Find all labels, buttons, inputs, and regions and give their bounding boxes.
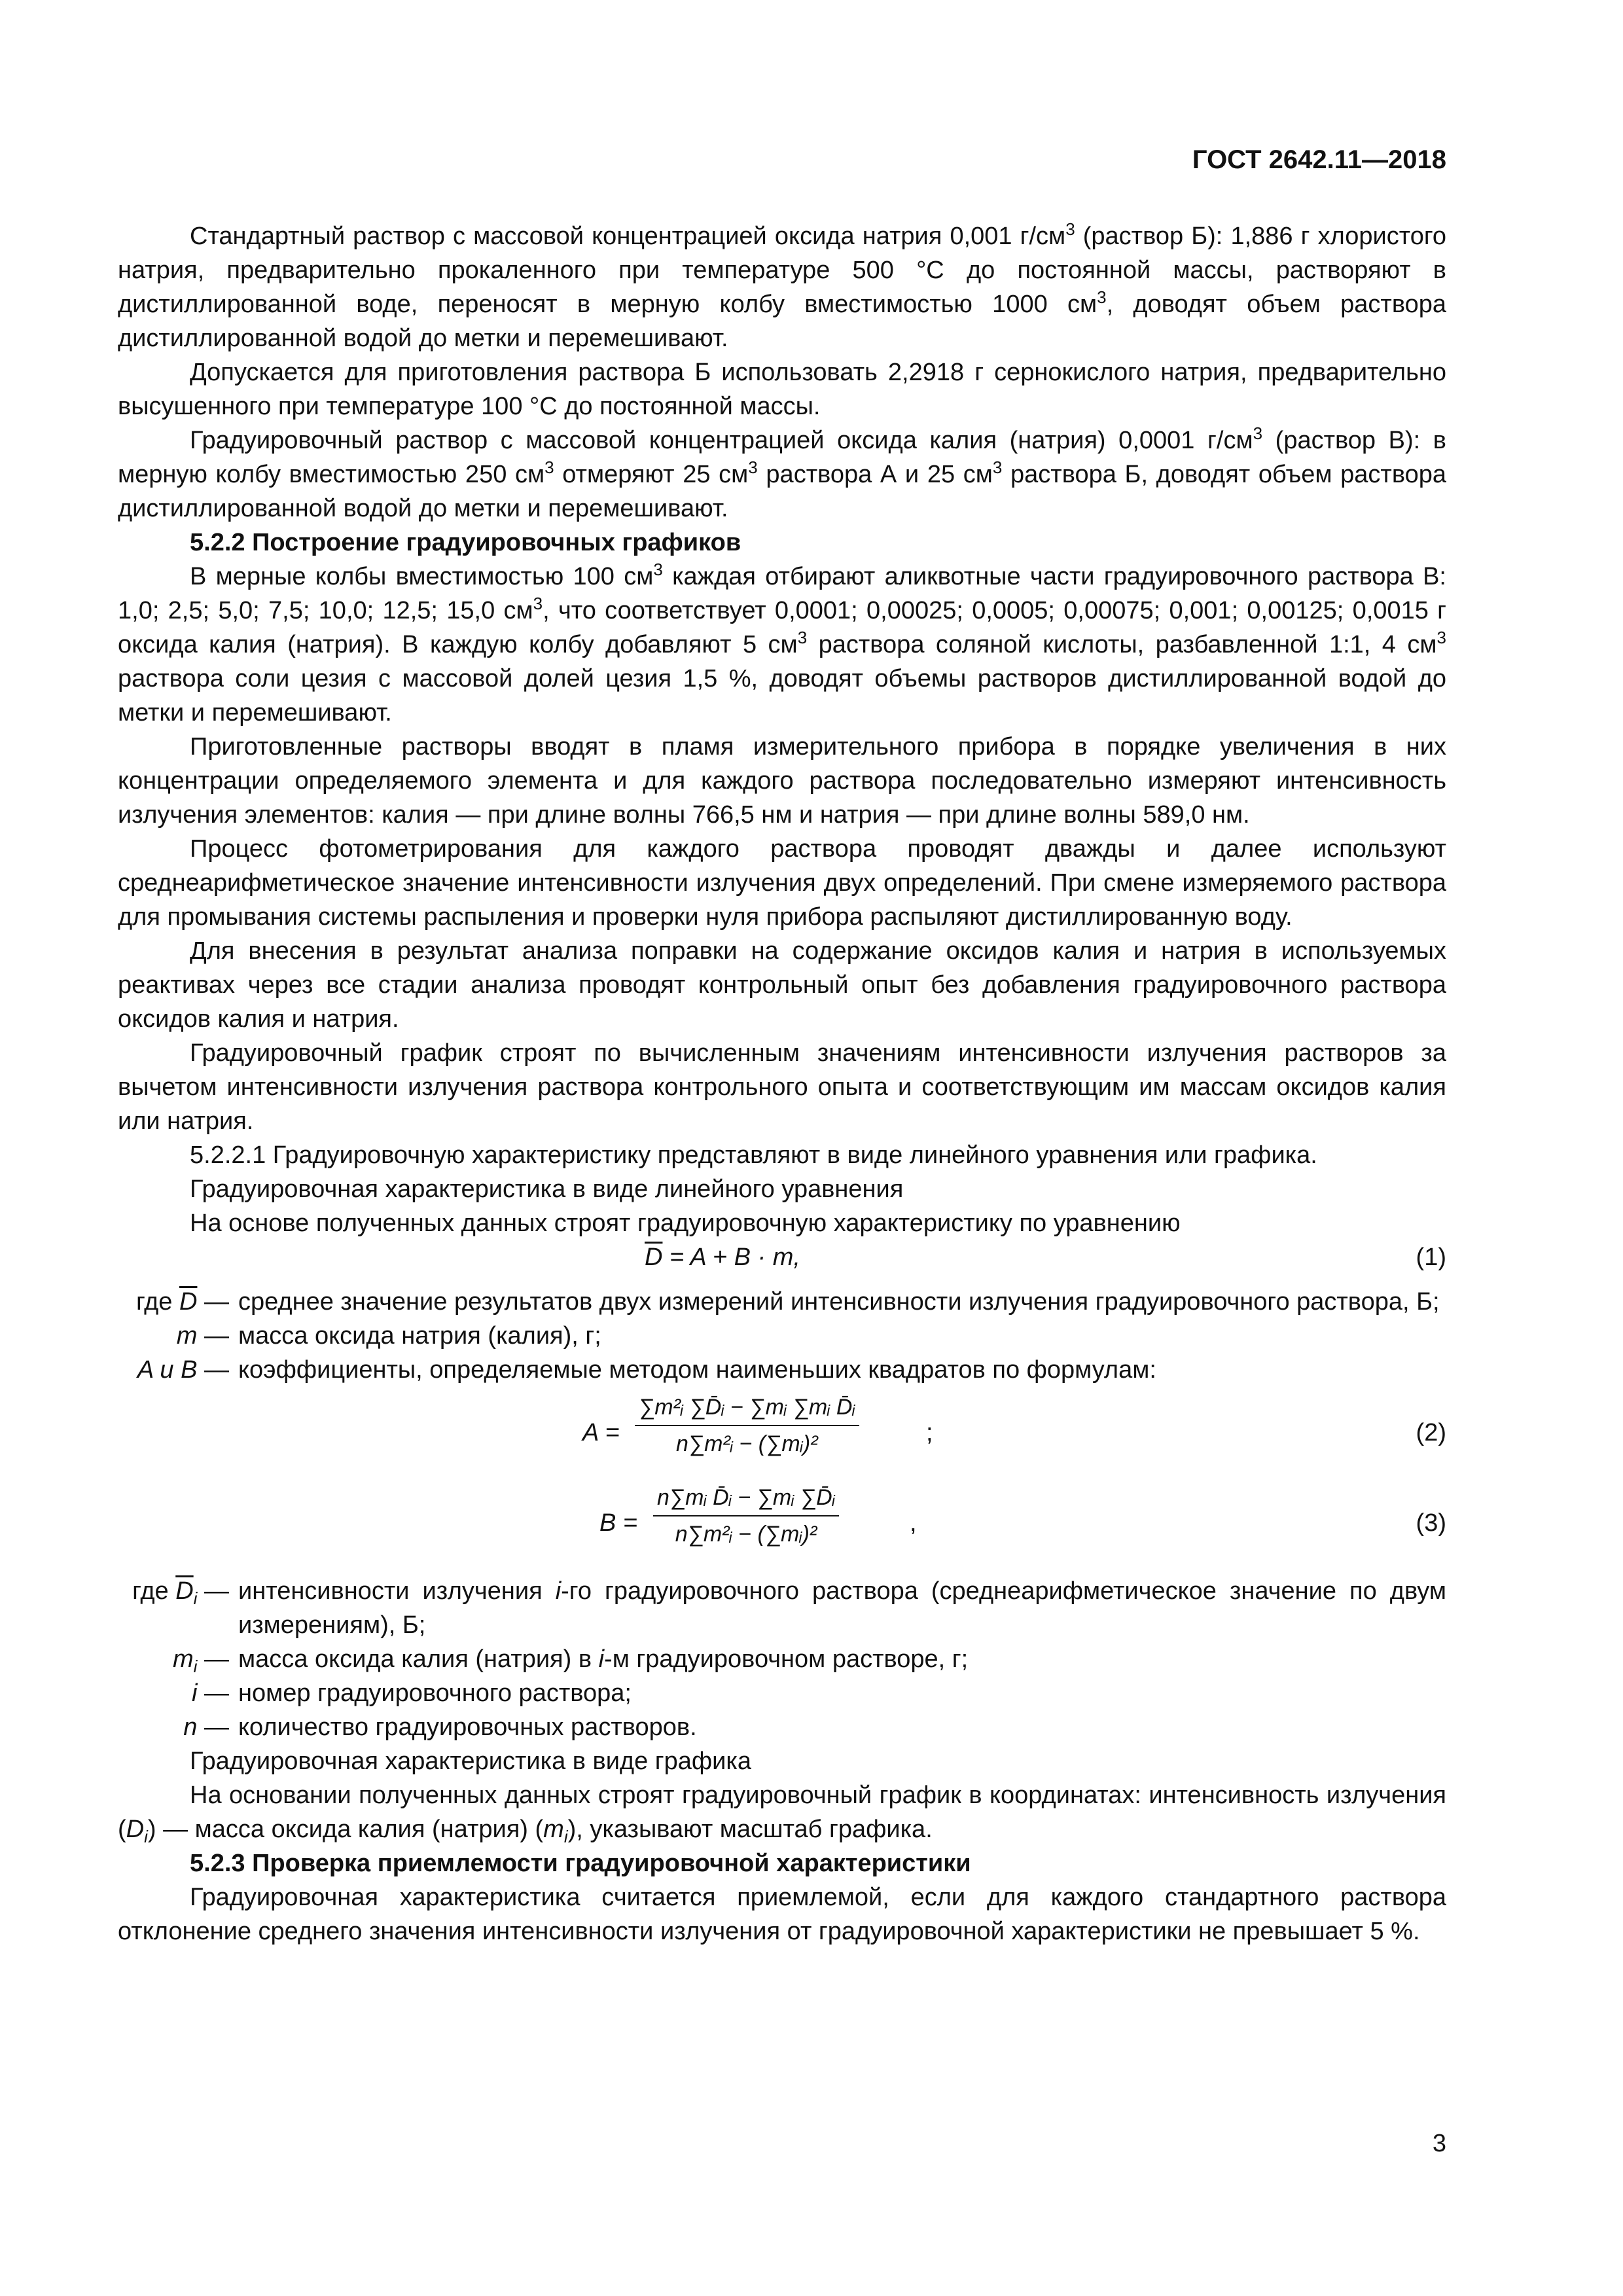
paragraph-graph-building: Градуировочный график строят по вычисленным значениям интенсивности излучения растворов за вычетом интенсивности излучения раствора контрольного опыта и соответствующим им массам оксидов калия или натрия. [118,1039,1446,1135]
formula-number: (2) [1416,1419,1446,1446]
paragraph-aliquots: В мерные колбы вместимостью 100 $см^3$ каждая отбирают аликвотные части градуировочного раствора В: 1,0; 2,5; 5,0; 7,5; 10,0; 12,5; 15,0 $см^3$, что соответствует 0,0001; 0,00025; 0,0005; 0,00075; 0,001; 0,00125; 0,0015 г оксида калия (натрия). В каждую колбу добавляют 5 $см^3$ раствора соляной кислоты, разбавленной 1:1, 4 $см^3$ раствора соли цезия с массовой долей цезия 1,5 %, доводят объемы растворов дистиллированной водой до метки и перемешивают. [118,560,1446,726]
definition-row: $m_i$ — масса оксида калия (натрия) в i-м градуировочном растворе, г; [173,1645,969,1676]
where-block-2 [118,1574,1446,1744]
paragraph-solution-b: Стандартный раствор с массовой концентрацией оксида натрия 0,001 $г/см^3$ (раствор Б): 1,886 г хлористого натрия, предварительно прокаленного при температуре 500 °С до постоянной массы, растворяют в дистиллированной воде, переносят в мерную колбу вместимостью 1000 $см^3$, доводят объем раствора дистиллированной водой до метки и перемешивают. [118,219,1446,352]
page-content [118,219,1446,1948]
page-number: 3 [1432,2130,1446,2157]
paragraph-flame: Приготовленные растворы вводят в пламя измерительного прибора в порядке увеличения в них концентрации определяемого элемента и для каждого раствора последовательно измеряют интенсивность излучения элементов: калия — при длине волны 766,5 нм и натрия — при длине волны 589,0 нм. [118,733,1446,829]
formula-2: A = $\frac{\text{∑m²ᵢ ∑D̄ᵢ − ∑mᵢ ∑mᵢ D̄ᵢ}}{\text{n∑m²ᵢ − (∑mᵢ)²}}$ ; (2) [118,1392,1446,1476]
paragraph-equation-intro: На основе полученных данных строят градуировочную характеристику по уравнению [190,1210,1181,1237]
formula-number: (1) [1416,1244,1446,1271]
paragraph-graph-coordinates: На основании полученных данных строят градуировочный график в координатах: интенсивность излучения $(D_i)$ — масса оксида калия (натрия) $(m_i)$, указывают масштаб графика. [118,1782,1446,1846]
formula-1: $\overline{D} = A + B \cdot m$, (1) [118,1240,1446,1285]
definition-row: i — номер градуировочного раствора; [191,1679,632,1707]
paragraph-control-test: Для внесения в результат анализа поправки на содержание оксидов калия и натрия в используемых реактивах через все стадии анализа проводят контрольный опыт без добавления градуировочного раствора оксидов калия и натрия. [118,937,1446,1033]
definition-row: A и B — коэффициенты, определяемые методом наименьших квадратов по формулам: [137,1356,1156,1384]
section-heading-5-2-3: 5.2.3 Проверка приемлемости градуировочной характеристики [190,1850,971,1877]
formula-number: (3) [1416,1509,1446,1537]
paragraph-acceptance: Градуировочная характеристика считается приемлемой, если для каждого стандартного раствора отклонение среднего значения интенсивности излучения от градуировочной характеристики не превышает 5 %. [118,1884,1446,1945]
definition-row: n — количество градуировочных растворов. [183,1713,697,1741]
section-heading-5-2-2: 5.2.2 Построение градуировочных графиков [190,529,741,556]
paragraph-solution-v: Градуировочный раствор с массовой концентрацией оксида калия (натрия) 0,0001 $г/см^3$ (раствор В): в мерную колбу вместимостью 250 $см^3$ отмеряют 25 $см^3$ раствора А и 25 $см^3$ раствора Б, доводят объем раствора дистиллированной водой до метки и перемешивают. [118,423,1447,522]
paragraph-sulfate-alternative: Допускается для приготовления раствора Б использовать 2,2918 г сернокислого натрия, предварительно высушенного при температуре 100 °С до постоянной массы. [118,359,1446,420]
definition-row: где $\overline{D}_i$ — интенсивности излучения i-го градуировочного раствора (среднеарифметическое значение по двум измерениям), Б; [132,1577,1446,1639]
standard-header: ГОСТ 2642.11—2018 [1192,145,1446,174]
paragraph-linear-equation-caption: Градуировочная характеристика в виде линейного уравнения [190,1175,904,1203]
formula-3: B = $\frac{\text{n∑mᵢ D̄ᵢ − ∑mᵢ ∑D̄ᵢ}}{\text{n∑m²ᵢ − (∑mᵢ)²}}$ , (3) [118,1482,1446,1566]
paragraph-5-2-2-1: 5.2.2.1 Градуировочную характеристику представляют в виде линейного уравнения или графика. [190,1141,1317,1169]
paragraph-photometry: Процесс фотометрирования для каждого раствора проводят дважды и далее используют среднеарифметическое значение интенсивности излучения двух определений. При смене измеряемого раствора для промывания системы распыления и проверки нуля прибора распыляют дистиллированную воду. [118,835,1446,931]
where-block-1 [118,1285,1446,1387]
paragraph-graph-caption: Градуировочная характеристика в виде графика [190,1748,752,1775]
definition-row: где $\overline{D}$ — среднее значение результатов двух измерений интенсивности излучения градуировочного раствора, Б; [135,1288,1440,1316]
definition-row: m — масса оксида натрия (калия), г; [176,1322,601,1350]
